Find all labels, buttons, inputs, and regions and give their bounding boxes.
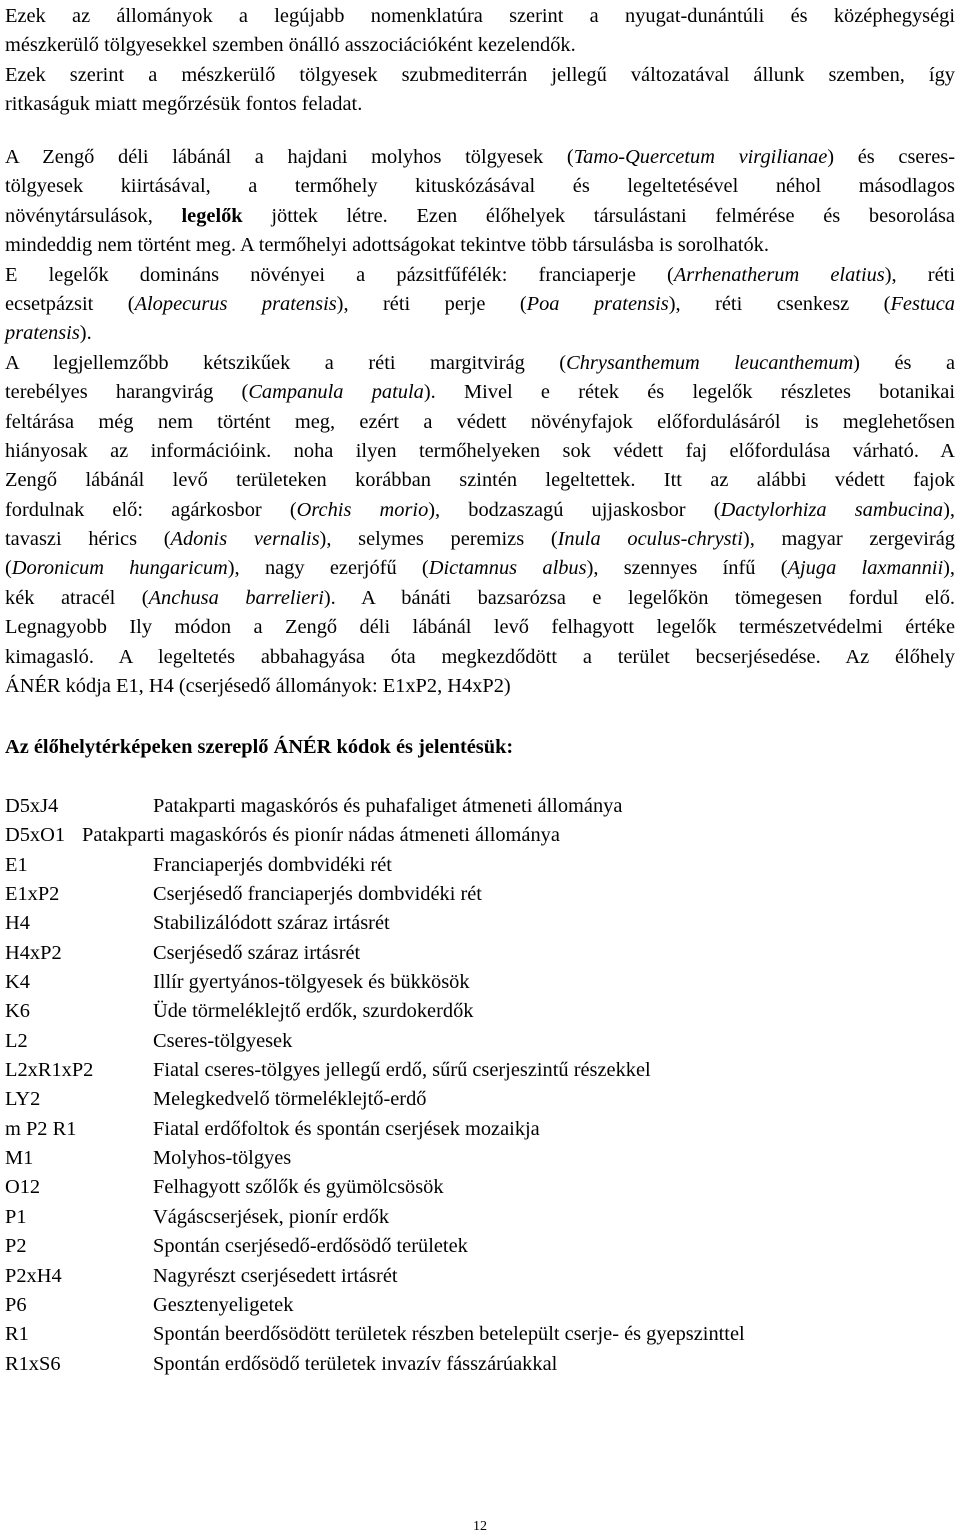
code-description: Gesztenyeligetek: [153, 1293, 294, 1316]
text-line: mészkerülő tölgyesekkel szemben önálló asszociációként kezelendők.: [5, 34, 576, 57]
species-name: pratensis: [5, 322, 80, 345]
text-line: Ezek az állományok a legújabb nomenklatúra szerint a nyugat-dunántúli és középhegységi: [5, 5, 955, 27]
text-line: mindeddig nem történt meg. A termőhelyi adottságokat tekintve több társulásba is sorolhatók.: [5, 234, 769, 257]
species-name: Campanula patula: [248, 381, 424, 404]
species-name: Doronicum hungaricum: [11, 557, 228, 580]
text-line: kék atracél (Anchusa barrelieri). A bánáti bazsarózsa e legelőkön tömegesen fordul elő.: [5, 586, 956, 609]
code-label: L2: [5, 1029, 28, 1052]
text-line: ecsetpázsit (Alopecurus pratensis), réti perje (Poa pratensis), réti csenkesz (Festuca: [5, 292, 955, 315]
code-label: K4: [5, 971, 30, 994]
species-name: Orchis morio: [296, 498, 429, 521]
code-label: K6: [5, 1000, 30, 1023]
species-name: Dactylorhiza sambucina: [720, 498, 944, 521]
code-row: [5, 1291, 955, 1320]
code-description: Melegkedvelő törmeléklejtő-erdő: [153, 1088, 427, 1111]
text-line: ÁNÉR kódja E1, H4 (cserjésedő állományok: E1xP2, H4xP2): [5, 675, 511, 698]
code-row: [5, 939, 955, 968]
code-row: [5, 997, 955, 1026]
code-row: [5, 1115, 955, 1144]
code-description: Cseres-tölgyesek: [153, 1029, 293, 1052]
text-line: tavaszi hérics (Adonis vernalis), selymes peremizs (Inula oculus-chrysti), magyar zergevirág: [5, 528, 956, 551]
text-line: A legjellemzőbb kétszikűek a réti margitvirág (Chrysanthemum leucanthemum) és a: [5, 351, 956, 374]
code-row: [5, 1056, 955, 1085]
code-description: Franciaperjés dombvidéki rét: [153, 853, 392, 876]
code-row: [5, 1144, 955, 1173]
text-line: Legnagyobb Ily módon a Zengő déli lábánál levő felhagyott legelők természetvédelmi értéke: [5, 616, 955, 639]
code-label: H4: [5, 912, 30, 935]
species-name: Arrhenatherum elatius: [673, 263, 885, 286]
text-line: fordulnak elő: agárkosbor (Orchis morio), bodzaszagú ujjaskosbor (Dactylorhiza sambucina),: [5, 498, 955, 521]
code-list: [5, 792, 955, 1379]
intro-paragraph: [5, 2, 955, 120]
text-line: kimagasló. A legeltetés abbahagyása óta megkezdődött a terület becserjésedése. Az élőhely: [5, 645, 955, 668]
code-label: O12: [5, 1176, 41, 1199]
text-line: E legelők domináns növényei a pázsitfűfélék: franciaperje (Arrhenatherum elatius), réti: [5, 263, 955, 286]
code-label: P6: [5, 1293, 27, 1316]
text-line: Zengő lábánál levő területeken korábban szintén legeltettek. Itt az alábbi védett fajok: [5, 469, 955, 492]
code-description: Cserjésedő franciaperjés dombvidéki rét: [153, 883, 482, 906]
species-name: Chrysanthemum leucanthemum: [566, 351, 854, 374]
text-line: ritkaságuk miatt megőrzésük fontos feladat.: [5, 93, 363, 116]
main-paragraph: [5, 143, 955, 701]
code-label: L2xR1xP2: [5, 1059, 94, 1082]
bold-term: legelők: [181, 204, 243, 227]
code-description: Felhagyott szőlők és gyümölcsösök: [153, 1176, 444, 1199]
code-description: Spontán erdősödő területek invazív fásszárúakkal: [153, 1352, 558, 1375]
species-name: Alopecurus pratensis: [134, 292, 337, 315]
species-name: Festuca: [890, 292, 955, 315]
code-description: Fiatal erdőfoltok és spontán cserjések mozaikja: [153, 1117, 540, 1140]
species-name: Tamo-Quercetum virgilianae: [573, 146, 828, 168]
species-name: Poa pratensis: [526, 292, 669, 315]
code-label: R1: [5, 1323, 29, 1346]
code-description: Spontán beerdősödött területek részben betelepült cserje- és gyepszinttel: [153, 1323, 745, 1346]
code-row: [5, 968, 955, 997]
code-label: E1xP2: [5, 883, 60, 906]
text-line: A Zengő déli lábánál a hajdani molyhos tölgyesek (Tamo-Quercetum virgilianae) és cseres-: [5, 146, 956, 168]
text-line: tölgyesek kiirtásával, a termőhely kituskózásával és legeltetésével néhol másodlagos: [5, 175, 955, 198]
page-number: 12: [473, 1519, 487, 1534]
code-row: [5, 1262, 955, 1291]
code-label: E1: [5, 853, 28, 876]
text-line: Ezek szerint a mészkerülő tölgyesek szubmediterrán jellegű változatával állunk szemben, így: [5, 63, 955, 86]
text-line: (Doronicum hungaricum), nagy ezerjófű (Dictamnus albus), szennyes ínfű (Ajuga laxmannii),: [5, 557, 955, 580]
code-label: m P2 R1: [5, 1117, 77, 1140]
section-heading: Az élőhelytérképeken szereplő ÁNÉR kódok és jelentésük:: [5, 736, 514, 758]
code-description: Fiatal cseres-tölgyes jellegű erdő, sűrű cserjeszintű részekkel: [153, 1059, 651, 1082]
code-label: LY2: [5, 1088, 41, 1111]
code-description: Molyhos-tölgyes: [153, 1147, 292, 1170]
code-row: [5, 880, 955, 909]
code-row: [5, 1350, 955, 1379]
code-description: Patakparti magaskórós és pionír nádas átmeneti állománya: [82, 824, 560, 847]
species-name: Inula oculus-chrysti: [557, 528, 743, 551]
code-row: [5, 851, 955, 880]
species-name: Ajuga laxmannii: [787, 557, 944, 580]
code-description: Cserjésedő száraz irtásrét: [153, 941, 361, 964]
code-row: [5, 1085, 955, 1114]
code-row: [5, 1173, 955, 1202]
code-description: Üde törmeléklejtő erdők, szurdokerdők: [153, 1000, 474, 1023]
text-line: terebélyes harangvirág (Campanula patula). Mivel e rétek és legelők részletes botanikai: [5, 381, 956, 404]
code-row: [5, 1027, 955, 1056]
code-row: [5, 821, 955, 850]
code-label: P2: [5, 1235, 27, 1258]
code-label: P1: [5, 1205, 27, 1228]
text-line: feltárása még nem történt meg, ezért a védett növényfajok előfordulásáról is meglehetősen: [5, 410, 955, 433]
code-label: D5xO1: [5, 824, 66, 847]
code-description: Nagyrészt cserjésedett irtásrét: [153, 1264, 398, 1287]
text-line: hiányosak az információink. noha ilyen termőhelyeken sok védett faj előfordulása várható. A: [5, 439, 955, 462]
code-row: [5, 1320, 955, 1349]
code-description: Illír gyertyános-tölgyesek és bükkösök: [153, 971, 470, 994]
code-label: H4xP2: [5, 941, 62, 964]
species-name: Adonis vernalis: [170, 528, 320, 551]
code-row: [5, 792, 955, 821]
code-label: R1xS6: [5, 1352, 61, 1375]
text-line: növénytársulások, legelők jöttek létre. Ezen élőhelyek társulástani felmérése és besorolása: [5, 204, 955, 227]
code-label: M1: [5, 1147, 34, 1170]
code-row: [5, 1203, 955, 1232]
species-name: Anchusa barrelieri: [148, 586, 324, 609]
species-name: Dictamnus albus: [428, 557, 587, 580]
code-label: D5xJ4: [5, 795, 59, 817]
code-label: P2xH4: [5, 1264, 62, 1287]
code-row: [5, 1232, 955, 1261]
code-description: Spontán cserjésedő-erdősödő területek: [153, 1235, 468, 1258]
code-description: Vágáscserjések, pionír erdők: [153, 1205, 390, 1228]
code-description: Patakparti magaskórós és puhafaliget átmeneti állománya: [153, 795, 623, 817]
text-line: pratensis).: [5, 322, 92, 345]
code-description: Stabilizálódott száraz irtásrét: [153, 912, 390, 935]
code-row: [5, 909, 955, 938]
